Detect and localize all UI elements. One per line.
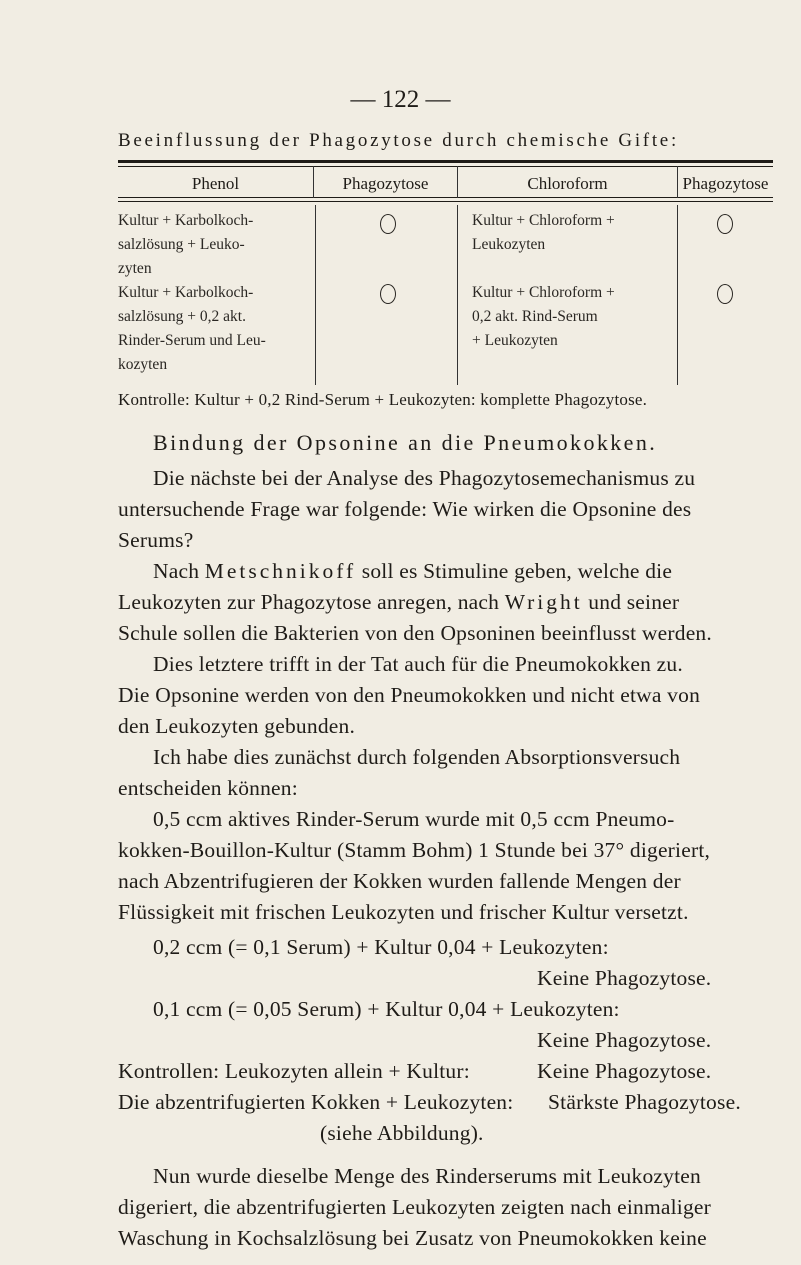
table-cell-chloroform-1: Kultur + Chloroform + Leukozyten bbox=[472, 212, 615, 253]
text-line: Serums? bbox=[118, 528, 194, 552]
result-note: (siehe Abbildung). bbox=[320, 1121, 484, 1145]
text-line: kokken-Bouillon-Kultur (Stamm Bohm) 1 Stunde bei 37° digeriert, bbox=[118, 838, 711, 862]
text-line: Nun wurde dieselbe Menge des Rinderserums mit Leukozyten bbox=[153, 1164, 701, 1188]
section-heading: Bindung der Opsonine an die Pneumokokken. bbox=[153, 430, 658, 455]
text-line: 0,5 ccm aktives Rinder-Serum wurde mit 0,5 ccm Pneumo- bbox=[153, 807, 675, 831]
zero-symbol bbox=[717, 214, 733, 234]
zero-symbol bbox=[380, 214, 396, 234]
col-separator bbox=[677, 205, 678, 385]
text-line: Nach Metschnikoff soll es Stimuline geben, welche die bbox=[153, 559, 673, 583]
result-value: Keine Phagozytose. bbox=[537, 966, 712, 990]
result-value: Keine Phagozytose. bbox=[537, 1028, 712, 1052]
result-value: Stärkste Phagozytose. bbox=[548, 1090, 741, 1114]
text-line: Die nächste bei der Analyse des Phagozytosemechanismus zu bbox=[153, 466, 696, 490]
text-line: Ich habe dies zunächst durch folgenden Absorptionsversuch bbox=[153, 745, 681, 769]
text-line: nach Abzentrifugieren der Kokken wurden fallende Mengen der bbox=[118, 869, 681, 893]
header-rule-thin bbox=[118, 201, 773, 202]
result-line: 0,2 ccm (= 0,1 Serum) + Kultur 0,04 + Leukozyten: bbox=[153, 935, 609, 959]
page-number: — 122 — bbox=[350, 86, 451, 113]
table-top-rule bbox=[118, 160, 773, 163]
text-line: Waschung in Kochsalzlösung bei Zusatz von Pneumokokken keine bbox=[118, 1226, 707, 1250]
header-phagozytose-1: Phagozytose bbox=[342, 174, 429, 193]
text-line: Die Opsonine werden von den Pneumokokken und nicht etwa von bbox=[118, 683, 701, 707]
zero-symbol bbox=[380, 284, 396, 304]
table-cell-phenol-2: Kultur + Karbolkoch- salzlösung + 0,2 akt. Rinder-Serum und Leu- kozyten bbox=[118, 284, 266, 373]
header-chloroform: Chloroform bbox=[527, 174, 608, 193]
text-line: untersuchende Frage war folgende: Wie wirken die Opsonine des bbox=[118, 497, 692, 521]
result-value: Keine Phagozytose. bbox=[537, 1059, 712, 1083]
result-line: 0,1 ccm (= 0,05 Serum) + Kultur 0,04 + Leukozyten: bbox=[153, 997, 620, 1021]
text-line: Schule sollen die Bakterien von den Opsoninen beeinflusst werden. bbox=[118, 621, 712, 645]
result-line: Kontrollen: Leukozyten allein + Kultur: bbox=[118, 1059, 470, 1083]
table-control-note: Kontrolle: Kultur + 0,2 Rind-Serum + Leukozyten: komplette Phagozytose. bbox=[118, 390, 648, 409]
zero-symbol bbox=[717, 284, 733, 304]
author-name: Wright bbox=[504, 590, 583, 614]
text-line: Dies letztere trifft in der Tat auch für die Pneumokokken zu. bbox=[153, 652, 683, 676]
result-line: Die abzentrifugierten Kokken + Leukozyten: bbox=[118, 1090, 514, 1114]
text-line: digeriert, die abzentrifugierten Leukozyten zeigten nach einmaliger bbox=[118, 1195, 712, 1219]
col-separator bbox=[457, 205, 458, 385]
table-top-rule-thin bbox=[118, 166, 773, 167]
text-line: Flüssigkeit mit frischen Leukozyten und frischer Kultur versetzt. bbox=[118, 900, 689, 924]
col-separator bbox=[315, 205, 316, 385]
table-cell-phenol-1: Kultur + Karbolkoch- salzlösung + Leuko- zyten bbox=[118, 212, 254, 277]
text-line: Leukozyten zur Phagozytose anregen, nach Wright und seiner bbox=[118, 590, 680, 614]
header-rule bbox=[118, 197, 773, 198]
text-line: entscheiden können: bbox=[118, 776, 298, 800]
header-phenol: Phenol bbox=[191, 174, 240, 193]
author-name: Metschnikoff bbox=[204, 559, 357, 583]
text-line: den Leukozyten gebunden. bbox=[118, 714, 356, 738]
table-cell-chloroform-2: Kultur + Chloroform + 0,2 akt. Rind-Serum + Leukozyten bbox=[472, 284, 615, 349]
table-caption: Beeinflussung der Phagozytose durch chemische Gifte: bbox=[118, 130, 679, 151]
header-phagozytose-2: Phagozytose bbox=[682, 174, 769, 193]
